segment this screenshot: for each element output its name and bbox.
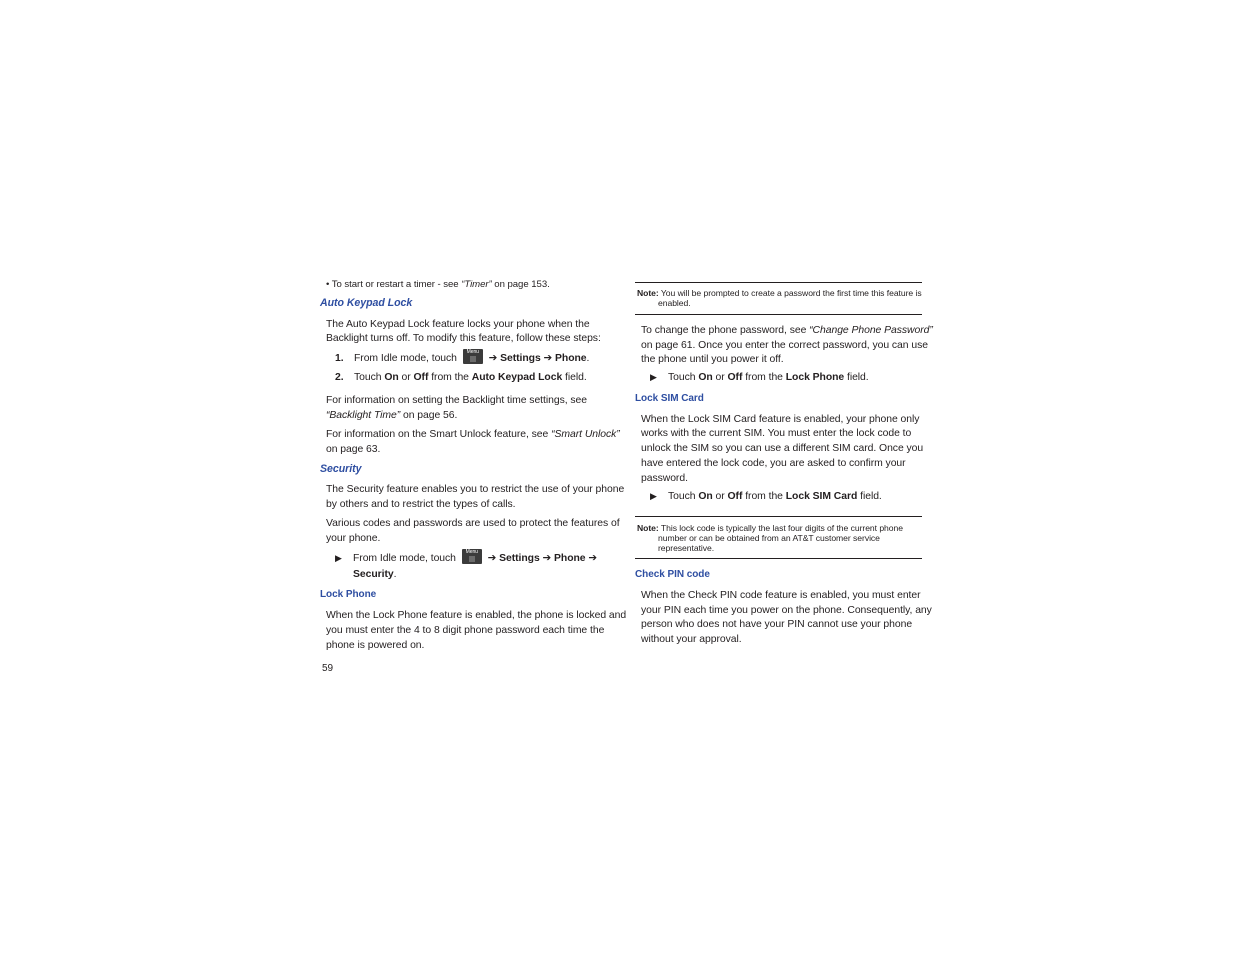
change-password-line3: the phone until you power it off. (641, 354, 784, 365)
note-2-line3: representative. (658, 543, 715, 553)
on-label: On (698, 491, 713, 502)
from-the-text: from the (428, 372, 472, 383)
triangle-bullet-icon: ▶ (335, 553, 342, 563)
lock-sim-line3: unlock the SIM so you can use a different SIM card. Once you (641, 443, 924, 454)
step-1-text: From Idle mode, touch (354, 353, 457, 364)
lock-phone-line3: phone is powered on. (326, 640, 425, 651)
phone-label: Phone (554, 553, 586, 564)
bullet-suffix: on page 153. (491, 279, 550, 290)
auto-keypad-lock-heading: Auto Keypad Lock (320, 297, 413, 309)
phone-label: Phone (555, 353, 587, 364)
smart-unlock-link[interactable]: “Smart Unlock” (551, 429, 620, 440)
off-label: Off (413, 372, 429, 383)
timer-link[interactable]: “Timer” (461, 279, 492, 290)
check-pin-code-heading: Check PIN code (635, 569, 710, 580)
lock-phone-line1: When the Lock Phone feature is enabled, the phone is locked and (326, 610, 627, 621)
lock-sim-card-field-label: Lock SIM Card (785, 491, 858, 502)
note-1-top-rule (635, 282, 922, 283)
note-1-line2: enabled. (658, 298, 691, 308)
change-password-line2: on page 61. Once you enter the correct password, you can use (641, 340, 928, 351)
note-2-top-rule (635, 516, 922, 517)
menu-icon[interactable] (462, 549, 482, 564)
or-text: or (712, 372, 728, 383)
backlight-time-link[interactable]: “Backlight Time” (326, 410, 401, 421)
lock-sim-line1: When the Lock SIM Card feature is enabled, your phone only (641, 414, 920, 425)
security-step-line2 (353, 567, 396, 582)
lock-sim-card-heading: Lock SIM Card (635, 393, 704, 404)
from-the-text: from the (742, 491, 786, 502)
smart-unlock-line1 (326, 427, 620, 442)
page-number: 59 (322, 663, 334, 674)
menu-icon-label: Menu (465, 549, 478, 555)
security-para1-line1: The Security feature enables you to restrict the use of your phone (326, 484, 625, 495)
auto-keypad-para-line1: The Auto Keypad Lock feature locks your phone when the (326, 319, 590, 330)
security-para2-line1: Various codes and passwords are used to protect the features of (326, 518, 620, 529)
check-pin-line1: When the Check PIN code feature is enabled, you must enter (641, 590, 921, 601)
or-text: or (712, 491, 728, 502)
security-heading: Security (320, 463, 362, 475)
arrow-icon: ➔ (542, 553, 552, 564)
arrow-icon: ➔ (588, 553, 598, 564)
step-2 (335, 370, 587, 385)
field-suffix: field. (844, 372, 869, 383)
period: . (393, 569, 397, 580)
triangle-bullet-icon: ▶ (650, 372, 657, 382)
check-pin-line3: person who does not have your PIN cannot use your phone (641, 619, 913, 630)
security-step (335, 549, 597, 566)
lock-sim-step (650, 489, 882, 504)
note-label: Note: (637, 523, 659, 533)
note-2-line1 (637, 523, 903, 533)
arrow-icon: ➔ (543, 353, 553, 364)
off-label: Off (727, 372, 743, 383)
touch-text: Touch (668, 372, 699, 383)
change-phone-password-link[interactable]: “Change Phone Password” (809, 325, 933, 336)
triangle-bullet-icon: ▶ (650, 491, 657, 501)
on-label: On (384, 372, 399, 383)
step-2-number: 2. (335, 372, 344, 383)
smart-unlock-line2: on page 63. (326, 444, 381, 455)
note-label: Note: (637, 288, 659, 298)
backlight-suffix: on page 56. (400, 410, 458, 421)
backlight-para-line2 (326, 408, 457, 423)
off-label: Off (727, 491, 743, 502)
lock-sim-line4: have entered the lock code, you are asked to confirm your (641, 458, 906, 469)
note-2-line2: number or can be obtained from an AT&T customer service (658, 533, 880, 543)
menu-grid-icon (469, 556, 475, 562)
lock-phone-field-label: Lock Phone (785, 372, 845, 383)
note-2-bottom-rule (635, 558, 922, 559)
note-1-text: You will be prompted to create a password the first time this feature is (658, 288, 922, 298)
auto-keypad-para-line2: Backlight turns off. To modify this feature, follow these steps: (326, 333, 601, 344)
note-1-line1 (637, 288, 922, 298)
lock-phone-step (650, 370, 869, 385)
note-1-bottom-rule (635, 314, 922, 315)
touch-text: Touch (354, 372, 385, 383)
on-label: On (698, 372, 713, 383)
menu-icon-label: Menu (466, 349, 479, 355)
note-2-text: This lock code is typically the last four digits of the current phone (658, 523, 903, 533)
security-label: Security (353, 569, 394, 580)
menu-icon[interactable] (463, 349, 483, 364)
field-suffix: field. (562, 372, 587, 383)
step-1-number: 1. (335, 353, 344, 364)
timer-bullet (326, 277, 550, 292)
change-password-line1 (641, 323, 933, 338)
arrow-icon: ➔ (488, 353, 498, 364)
settings-label: Settings (500, 353, 541, 364)
lock-phone-line2: you must enter the 4 to 8 digit phone password each time the (326, 625, 605, 636)
from-the-text: from the (742, 372, 786, 383)
change-password-text: To change the phone password, see (641, 325, 810, 336)
check-pin-line2: your PIN each time you power on the phone. Consequently, any (641, 605, 932, 616)
period: . (586, 353, 590, 364)
security-step-text: From Idle mode, touch (353, 553, 456, 564)
lock-sim-line5: password. (641, 473, 688, 484)
settings-label: Settings (499, 553, 540, 564)
menu-grid-icon (470, 356, 476, 362)
smart-unlock-text: For information on the Smart Unlock feature, see (326, 429, 552, 440)
field-suffix: field. (857, 491, 882, 502)
lock-sim-line2: works with the current SIM. You must enter the lock code to (641, 428, 912, 439)
lock-phone-heading: Lock Phone (320, 589, 377, 600)
backlight-para-line1: For information on setting the Backlight time settings, see (326, 395, 587, 406)
step-1 (335, 349, 589, 366)
check-pin-line4: without your approval. (641, 634, 742, 645)
security-para2-line2: your phone. (326, 533, 381, 544)
auto-keypad-lock-field-label: Auto Keypad Lock (471, 372, 563, 383)
security-para1-line2: by others and to restrict the types of calls. (326, 499, 516, 510)
or-text: or (398, 372, 414, 383)
touch-text: Touch (668, 491, 699, 502)
arrow-icon: ➔ (487, 553, 497, 564)
bullet-text: • To start or restart a timer - see (326, 279, 462, 290)
